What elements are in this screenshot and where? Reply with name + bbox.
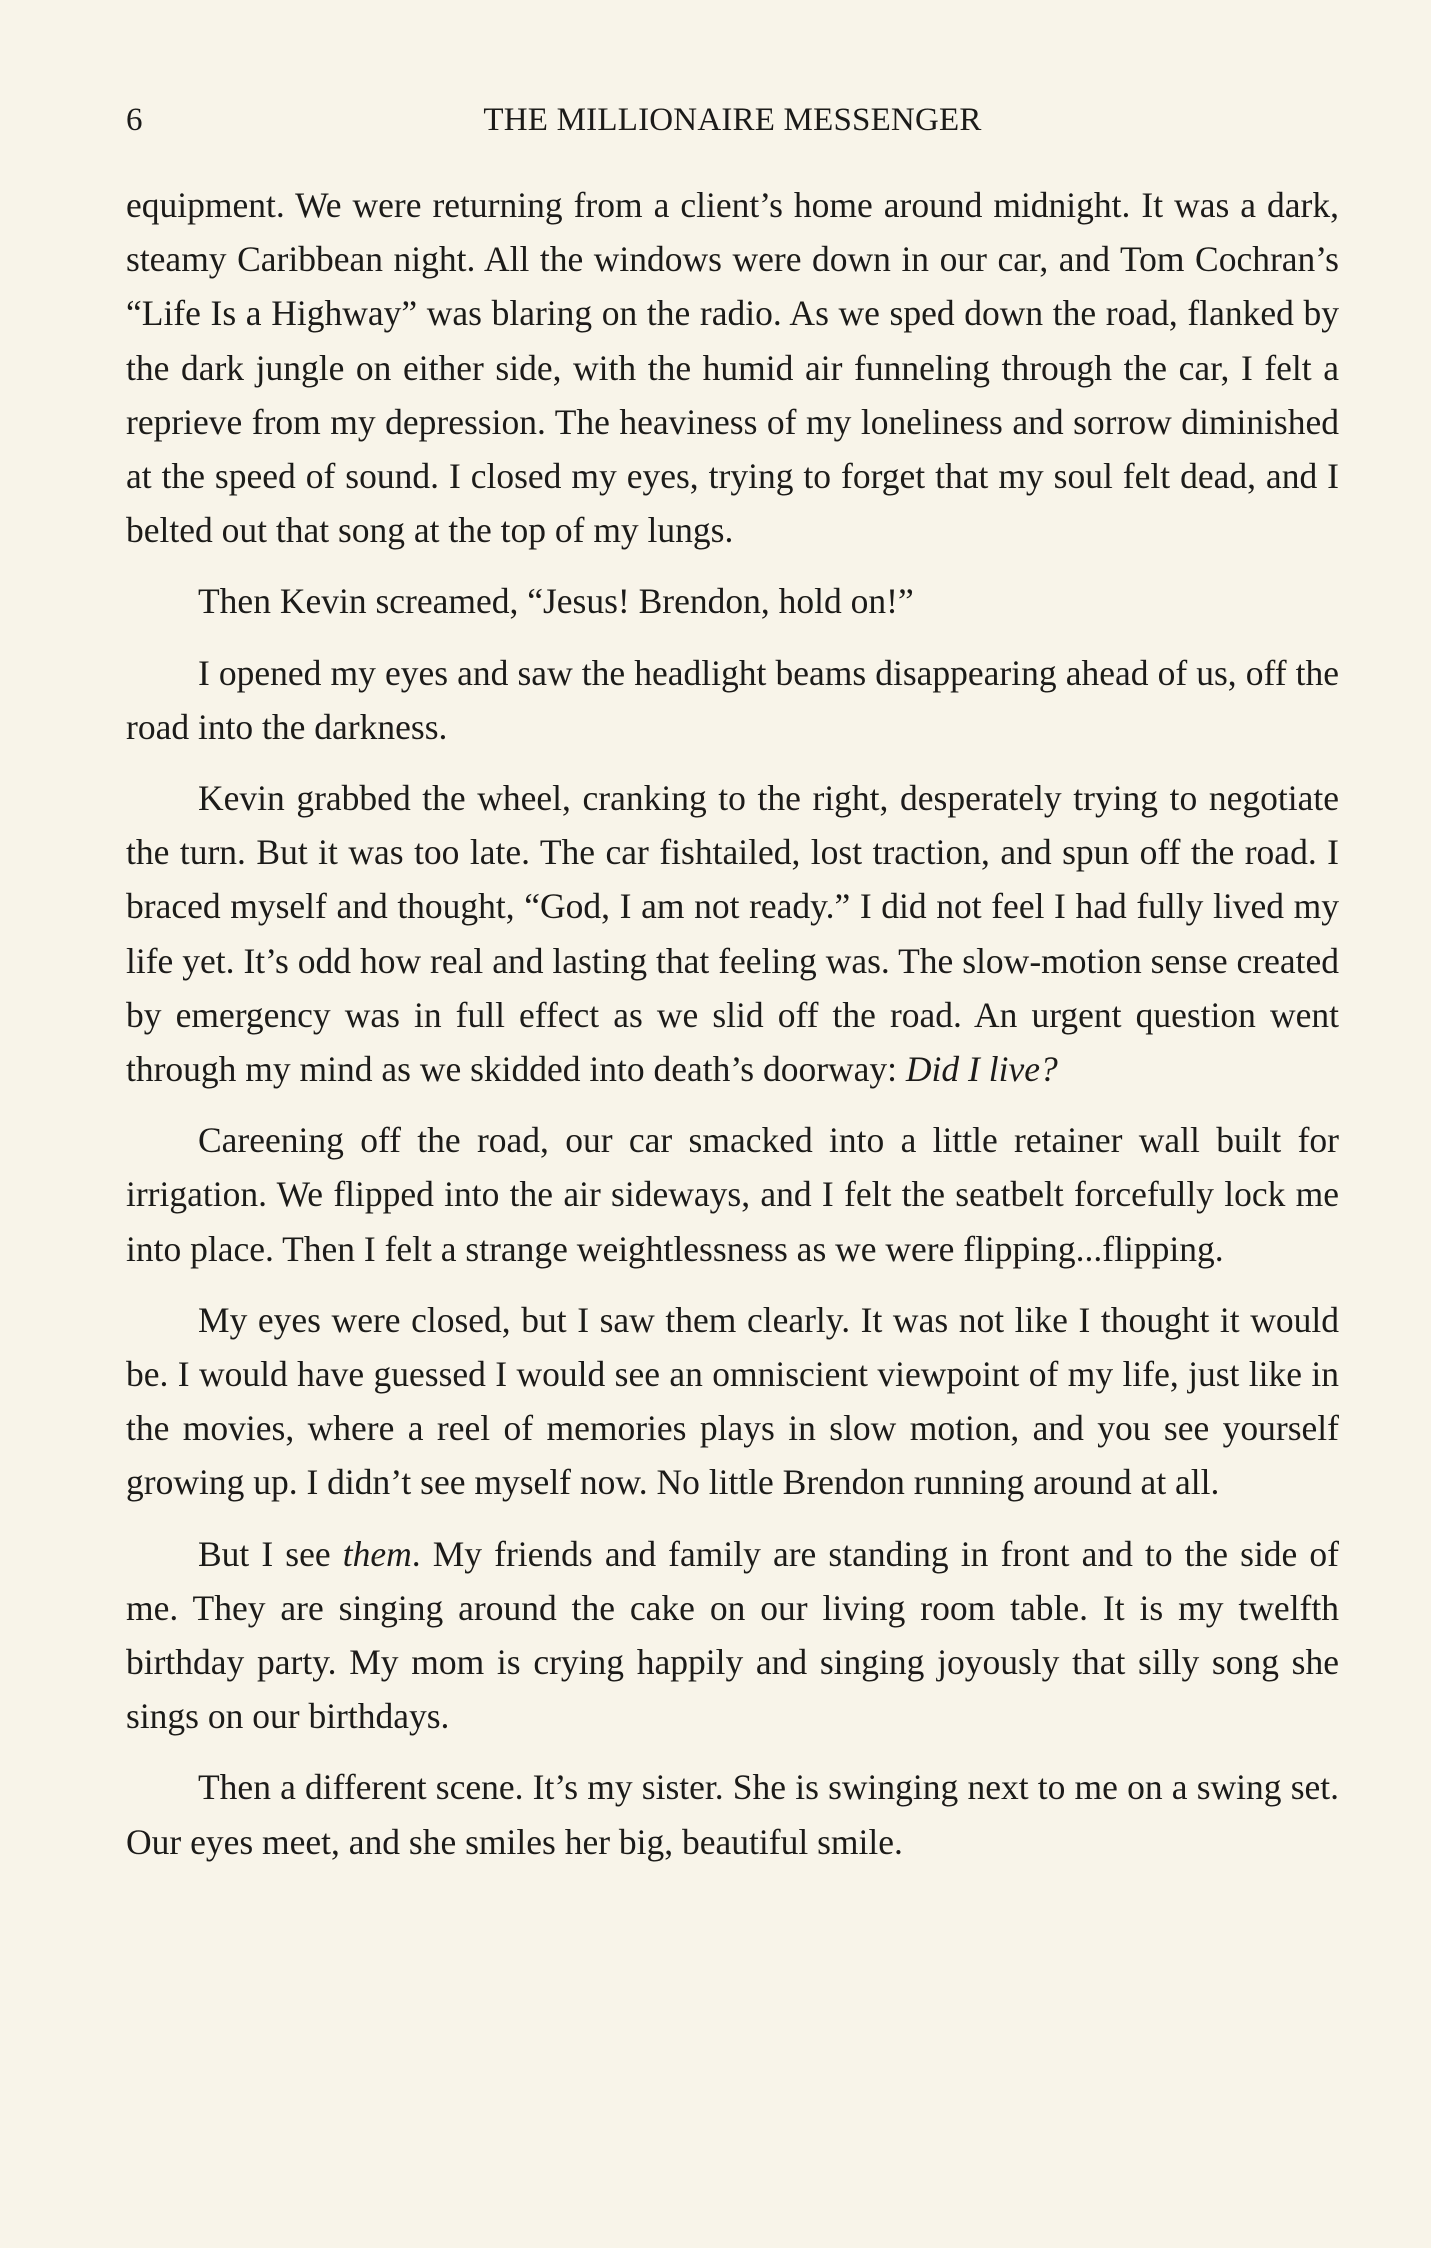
paragraph: Then a different scene. It’s my sister. She is swinging next to me on a swing set. Our eyes meet, and she smiles her big, beautiful smile. — [126, 1767, 1339, 1862]
paragraph — [126, 771, 1339, 1096]
paragraph: I opened my eyes and saw the headlight beams disappearing ahead of us, off the road into the darkness. — [126, 652, 1339, 747]
italic-question: Did I live? — [905, 1049, 1058, 1090]
body-text — [126, 178, 1339, 1869]
paragraph: My eyes were closed, but I saw them clearly. It was not like I thought it would be. I would have guessed I would see an omniscient viewpoint of my life, just like in the movies, where a reel of memories plays in slow motion, and you see yourself growing up. I didn’t see myself now. No little Brendon running around at all. — [126, 1299, 1339, 1503]
running-head: THE MILLIONAIRE MESSENGER — [483, 102, 982, 138]
paragraph-text: Kevin grabbed the wheel, cranking to the right, desperately trying to negotiate the turn. But it was too late. The car fishtailed, lost traction, and spun off the road. I braced myself and thought, “God, I am not ready.” I did not feel I had fully lived my life yet. It’s odd how real and lasting that feeling was. The slow-motion sense created by emergency was in full effect as we slid off the road. An urgent question went through my mind as we skidded into death’s doorway: — [126, 778, 1339, 1090]
paragraph: Then Kevin screamed, “Jesus! Brendon, hold on!” — [198, 581, 914, 622]
paragraph: equipment. We were returning from a client’s home around midnight. It was a dark, steamy Caribbean night. All the windows were down in our car, and Tom Cochran’s “Life Is a Highway” was blaring on the radio. As we sped down the road, flanked by the dark jungle on either side, with the humid air funneling through the car, I felt a reprieve from my depression. The heaviness of my loneliness and sorrow diminished at the speed of sound. I closed my eyes, trying to forget that my soul felt dead, and I belted out that song at the top of my lungs. — [126, 185, 1339, 551]
page-number: 6 — [126, 102, 143, 138]
paragraph-text: But I see — [198, 1533, 343, 1574]
paragraph-text: . My friends and family are standing in front and to the side of me. They are singing around the cake on our living room table. It is my twelfth birthday party. My mom is crying happily and singing joyously that silly song she sings on our birthdays. — [126, 1533, 1339, 1737]
page-header — [126, 97, 1339, 143]
italic-word: them — [342, 1533, 412, 1574]
paragraph: Careening off the road, our car smacked into a little retainer wall built for irrigation. We flipped into the air sideways, and I felt the seatbelt forcefully lock me into place. Then I felt a strange weightlessness as we were flipping...flipping. — [126, 1120, 1339, 1269]
paragraph — [126, 1527, 1339, 1744]
